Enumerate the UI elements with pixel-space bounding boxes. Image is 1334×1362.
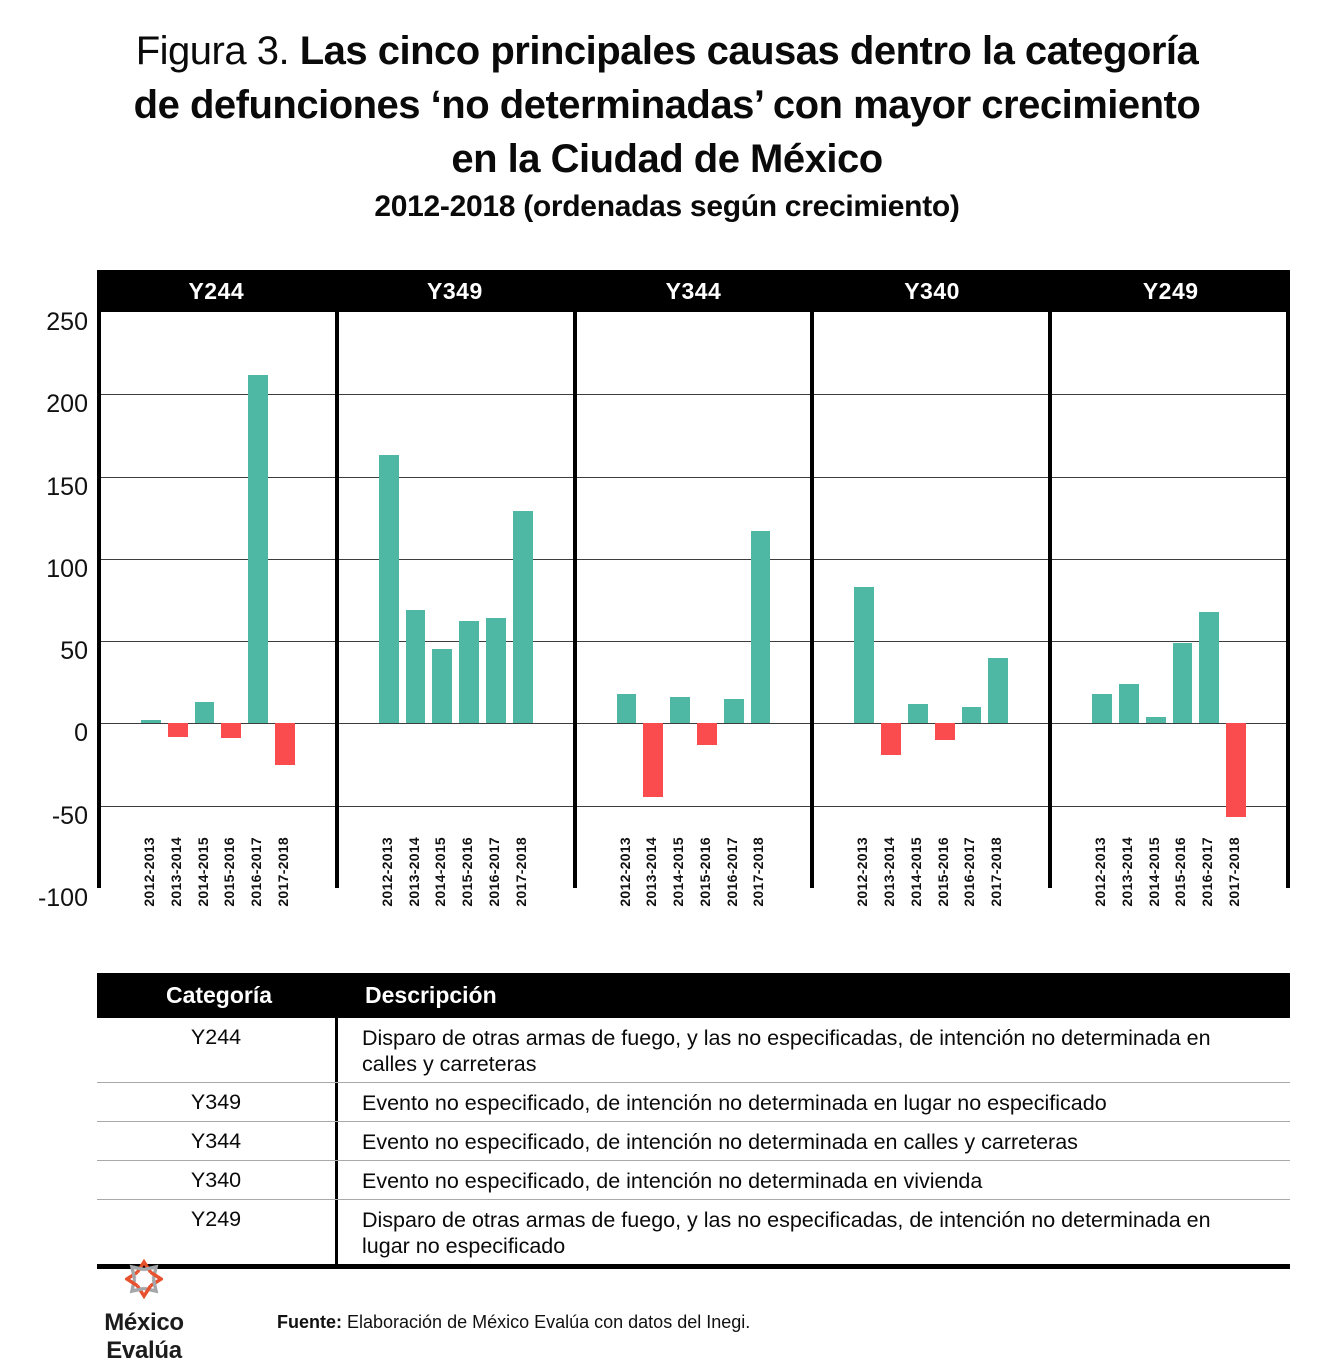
x-tick-label: 2015-2016	[696, 837, 713, 907]
bar-slot	[670, 312, 690, 907]
bar-y249-2016-2017	[1199, 612, 1219, 724]
bar-slot	[643, 312, 663, 907]
chart-panel-y349	[335, 312, 573, 907]
source-note	[277, 1312, 750, 1333]
bar-slot	[485, 312, 506, 907]
bar-y249-2015-2016	[1173, 643, 1193, 724]
bar-slot	[221, 312, 241, 907]
bar-slot	[961, 312, 982, 907]
bar-slot	[459, 312, 479, 907]
bar-y340-2017-2018	[988, 658, 1008, 724]
x-tick-label: 2014-2015	[1145, 837, 1162, 907]
bar-y244-2016-2017	[248, 375, 268, 724]
category-description: Disparo de otras armas de fuego, y las no especificadas, de intención no determinada en lugar no especificado	[362, 1208, 1211, 1258]
bar-slot	[405, 312, 426, 907]
table-row	[97, 1018, 1290, 1083]
chart-panel-y244	[97, 312, 335, 907]
bar-y349-2015-2016	[459, 621, 479, 723]
y-tick-label: 150	[46, 472, 88, 501]
bar-y244-2014-2015	[195, 702, 215, 723]
category-description: Disparo de otras armas de fuego, y las no especificadas, de intención no determinada en calles y carreteras	[362, 1026, 1211, 1076]
x-tick-label: 2017-2018	[750, 837, 767, 907]
bar-y349-2016-2017	[486, 618, 506, 723]
bar-y244-2015-2016	[221, 723, 241, 738]
category-code: Y344	[97, 1122, 338, 1160]
x-tick-label: 2013-2014	[405, 837, 422, 907]
y-tick-label: -50	[51, 801, 88, 830]
bar-slot	[881, 312, 901, 907]
source-text: Elaboración de México Evalúa con datos del Inegi.	[342, 1312, 751, 1332]
table-row	[97, 1122, 1290, 1161]
x-tick-label: 2015-2016	[221, 837, 238, 907]
bar-y340-2012-2013	[854, 587, 874, 724]
x-tick-label: 2016-2017	[961, 837, 978, 907]
chart-panel-y249	[1048, 312, 1286, 907]
starburst-logo-icon	[125, 1258, 163, 1300]
x-tick-label: 2016-2017	[723, 837, 740, 907]
bar-chart	[97, 312, 1290, 907]
figure-number: Figura 3.	[135, 29, 290, 73]
bar-slot	[1199, 312, 1219, 907]
bar-y344-2013-2014	[643, 723, 663, 797]
title-line1: Las cinco principales causas dentro la categoría	[299, 29, 1199, 73]
x-tick-label: 2013-2014	[1118, 837, 1135, 907]
y-tick-label: 50	[60, 637, 88, 666]
bar-slot	[512, 312, 533, 907]
bar-y344-2016-2017	[724, 699, 744, 724]
bar-slot	[274, 312, 295, 907]
bar-y340-2015-2016	[935, 723, 955, 739]
x-tick-label: 2012-2013	[140, 837, 157, 907]
x-tick-label: 2012-2013	[616, 837, 633, 907]
category-code: Y244	[97, 1018, 338, 1082]
description-table	[97, 973, 1290, 1269]
bar-slot	[934, 312, 955, 907]
y-tick-label: 0	[74, 719, 88, 748]
bar-slot	[1172, 312, 1193, 907]
bar-slot	[696, 312, 717, 907]
x-tick-label: 2016-2017	[1199, 837, 1216, 907]
title-line3: en la Ciudad de México	[451, 137, 883, 181]
x-tick-label: 2016-2017	[248, 837, 265, 907]
chart-panels	[97, 312, 1290, 907]
source-label: Fuente:	[277, 1312, 342, 1332]
bar-y349-2012-2013	[379, 455, 399, 723]
table-header	[97, 973, 1290, 1018]
x-tick-label: 2015-2016	[934, 837, 951, 907]
y-axis	[0, 308, 88, 912]
y-tick-label: 200	[46, 390, 88, 419]
bar-y340-2013-2014	[881, 723, 901, 754]
category-code: Y249	[97, 1200, 338, 1264]
y-tick-label: -100	[37, 884, 88, 912]
x-tick-label: 2014-2015	[907, 837, 924, 907]
bar-slot	[1145, 312, 1166, 907]
bar-y244-2017-2018	[275, 723, 295, 764]
bar-slot	[723, 312, 744, 907]
bar-y340-2016-2017	[962, 707, 982, 723]
bar-slot	[1092, 312, 1112, 907]
x-tick-label: 2014-2015	[670, 837, 687, 907]
bar-y244-2012-2013	[141, 720, 161, 723]
bar-y344-2014-2015	[670, 697, 690, 723]
bar-y249-2014-2015	[1146, 717, 1166, 724]
panel-header-bar	[97, 270, 1290, 312]
bar-y349-2017-2018	[513, 511, 533, 723]
x-tick-label: 2012-2013	[854, 837, 871, 907]
bar-y344-2015-2016	[697, 723, 717, 744]
x-tick-label: 2017-2018	[988, 837, 1005, 907]
bar-y344-2017-2018	[751, 531, 771, 724]
table-row	[97, 1161, 1290, 1200]
bar-slot	[140, 312, 161, 907]
x-tick-label: 2013-2014	[643, 837, 660, 907]
mexico-evalua-logo	[66, 1258, 222, 1362]
logo-text: México Evalúa	[104, 1309, 184, 1362]
panel-header-label: Y340	[904, 277, 960, 304]
x-tick-label: 2014-2015	[194, 837, 211, 907]
bar-y249-2013-2014	[1119, 684, 1139, 723]
panel-header-label: Y344	[665, 277, 722, 304]
bar-y244-2013-2014	[168, 723, 188, 736]
bar-slot	[854, 312, 874, 907]
x-tick-label: 2017-2018	[512, 837, 529, 907]
x-tick-label: 2015-2016	[1172, 837, 1189, 907]
bar-slot	[750, 312, 771, 907]
bar-slot	[194, 312, 215, 907]
bar-slot	[1226, 312, 1246, 907]
category-description: Evento no especificado, de intención no determinada en lugar no especificado	[362, 1091, 1107, 1115]
panel-header-label: Y244	[188, 277, 245, 304]
x-tick-label: 2013-2014	[881, 837, 898, 907]
figure-subtitle: 2012-2018 (ordenadas según crecimiento)	[374, 190, 960, 223]
category-description: Evento no especificado, de intención no determinada en vivienda	[362, 1169, 983, 1193]
x-tick-label: 2017-2018	[274, 837, 291, 907]
bar-y349-2014-2015	[432, 649, 452, 723]
figure-title	[0, 24, 1334, 186]
table-row	[97, 1200, 1290, 1269]
title-block	[0, 24, 1334, 224]
bar-slot	[167, 312, 188, 907]
panel-header-label: Y249	[1142, 277, 1199, 304]
bar-slot	[988, 312, 1008, 907]
bar-y349-2013-2014	[406, 610, 426, 724]
chart-panel-y340	[810, 312, 1048, 907]
bar-slot	[1118, 312, 1139, 907]
bar-slot	[616, 312, 637, 907]
title-line2: de defunciones ‘no determinadas’ con mayor crecimiento	[133, 83, 1201, 127]
bar-y249-2012-2013	[1092, 694, 1112, 724]
chart-panel-y344	[573, 312, 811, 907]
bar-y249-2017-2018	[1226, 723, 1246, 817]
bar-slot	[432, 312, 452, 907]
table-header-categoria: Categoría	[165, 982, 273, 1008]
bar-slot	[378, 312, 399, 907]
table-header-descripcion: Descripción	[365, 982, 497, 1008]
bar-y344-2012-2013	[617, 694, 637, 724]
y-tick-label: 250	[46, 308, 88, 336]
x-tick-label: 2012-2013	[1092, 837, 1109, 907]
panel-header-label: Y349	[427, 277, 483, 304]
x-tick-label: 2014-2015	[432, 837, 449, 907]
y-tick-label: 100	[46, 554, 88, 583]
x-tick-label: 2016-2017	[485, 837, 502, 907]
category-code: Y340	[97, 1161, 338, 1199]
table-row	[97, 1083, 1290, 1122]
bar-slot	[248, 312, 268, 907]
category-description: Evento no especificado, de intención no determinada en calles y carreteras	[362, 1130, 1078, 1154]
x-tick-label: 2012-2013	[378, 837, 395, 907]
bar-y340-2014-2015	[908, 704, 928, 724]
bar-slot	[907, 312, 928, 907]
x-tick-label: 2017-2018	[1226, 837, 1243, 907]
x-tick-label: 2013-2014	[167, 837, 184, 907]
category-code: Y349	[97, 1083, 338, 1121]
x-tick-label: 2015-2016	[459, 837, 476, 907]
